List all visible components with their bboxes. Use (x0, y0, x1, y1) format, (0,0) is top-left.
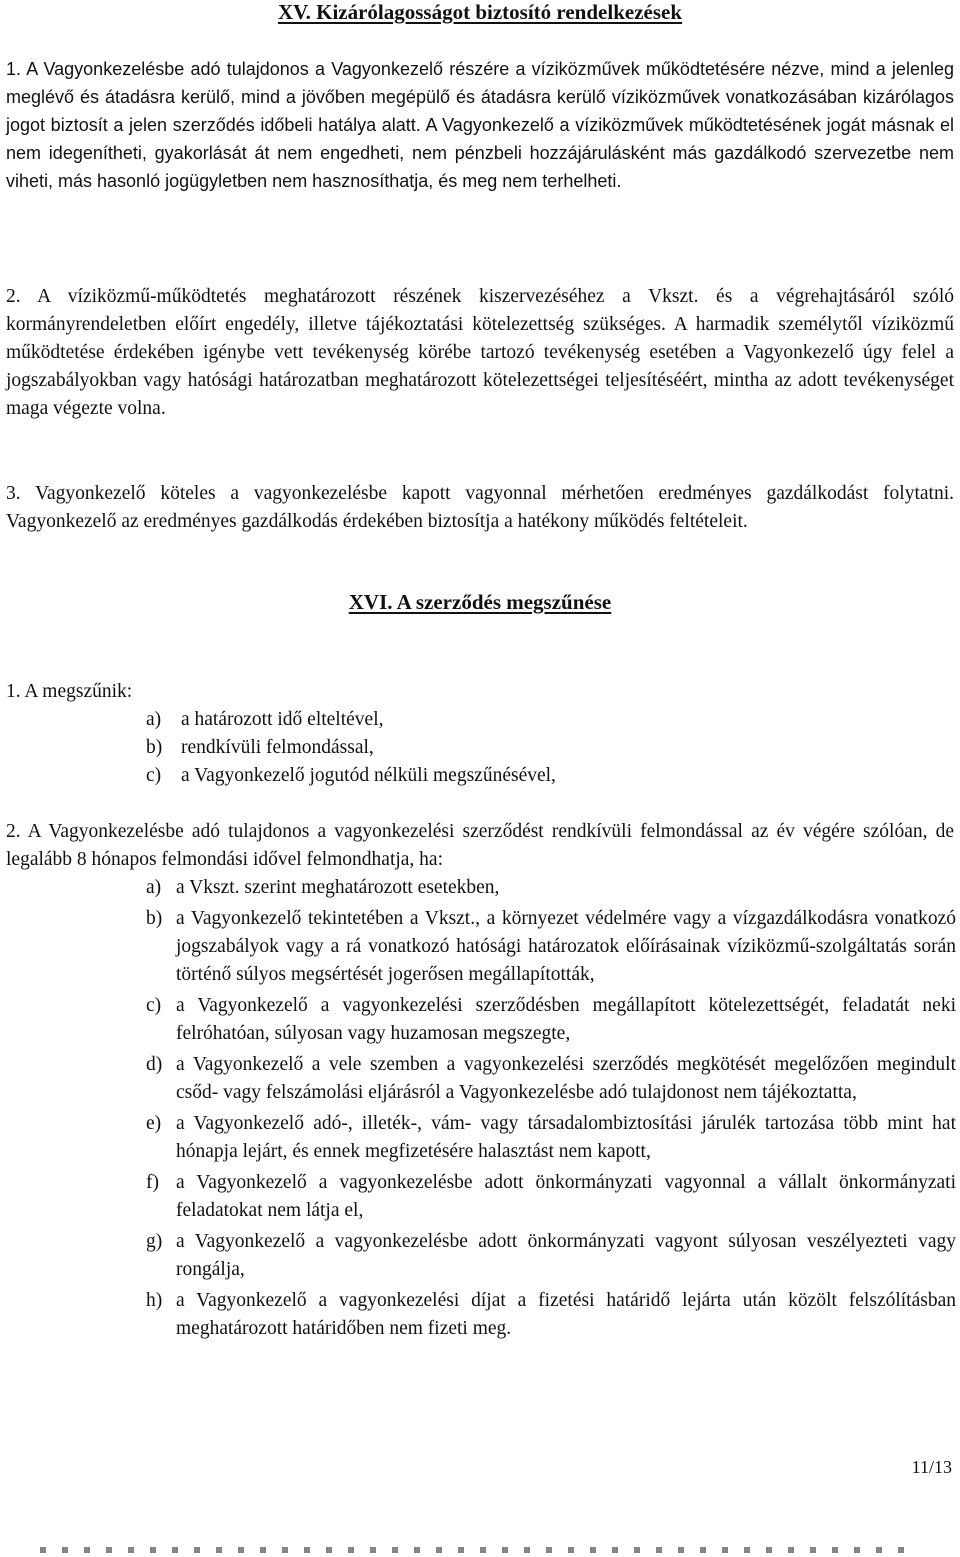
list-item-text: a Vkszt. szerint meghatározott esetekben, (176, 877, 500, 898)
list-item (146, 874, 956, 902)
list-marker: h) (146, 1290, 163, 1311)
list-item-text: a Vagyonkezelő a vagyonkezelésbe adott önkormányzati vagyonnal a vállalt önkormányzati feladatokat nem látja el, (176, 1172, 956, 1221)
list-item (146, 734, 846, 762)
list-item-text: a Vagyonkezelő tekintetében a Vkszt., a környezet védelmére vagy a vízgazdálkodásra vonatkozó jogszabályok vagy a rá vonatkozó hatósági határozatok előírásainak víziközmű-szolgáltatás során történő súlyos megsértését jogerősen megállapították, (176, 908, 956, 985)
section-xvi-paragraph-2: 2. A Vagyonkezelésbe adó tulajdonos a vagyonkezelési szerződést rendkívüli felmondással az év végére szólóan, de legalább 8 hónapos felmondási idővel felmondhatja, ha: (6, 821, 954, 870)
list-item-text: a határozott idő elteltével, (181, 709, 384, 730)
section-xvi-title: XVI. A szerződés megszűnése (348, 590, 612, 614)
section-xv-paragraph-1: 1. A Vagyonkezelésbe adó tulajdonos a Vagyonkezelő részére a víziközművek működtetésére nézve, mind a jelenleg meglévő és átadásra kerülő, mind a jövőben megépülő és átadásra kerülő víziközművek vonatkozásában kizárólagos jogot biztosít a jelen szerződés időbeli hatálya alatt. A Vagyonkezelő a víziközművek működtetésének jogát másnak el nem idegenítheti, gyakorlását át nem engedheti, nem pénzbeli hozzájárulásként más gazdálkodó szervezetbe nem viheti, más hasonló jogügyletben nem hasznosíthatja, és meg nem terhelheti. (6, 59, 954, 191)
section-xv-title: XV. Kizárólagosságot biztosító rendelkezések (277, 0, 683, 24)
list-item (146, 992, 956, 1048)
list-marker: b) (146, 737, 163, 758)
list-item-text: a Vagyonkezelő a vagyonkezelési díjat a fizetési határidő lejárta után közölt felszólításban meghatározott határidőben nem fizeti meg. (176, 1290, 956, 1339)
list-marker: a) (146, 877, 162, 898)
list-item (146, 1169, 956, 1225)
list-marker: c) (146, 995, 162, 1016)
list-item (146, 706, 846, 734)
list-marker: d) (146, 1054, 163, 1075)
list-item-text: a Vagyonkezelő a vele szemben a vagyonkezelési szerződés megkötését megelőzően megindult csőd- vagy felszámolási eljárásról a Vagyonkezelésbe adó tulajdonost nem tájékoztatta, (176, 1054, 956, 1103)
list-item (146, 1051, 956, 1107)
list-item-text: a Vagyonkezelő a vagyonkezelési szerződésben megállapított kötelezettségét, feladatát neki felróhatóan, súlyosan vagy huzamosan megszegte, (176, 995, 956, 1044)
list-marker: f) (146, 1172, 159, 1193)
list-item-text: a Vagyonkezelő adó-, illeték-, vám- vagy társadalombiztosítási járulék tartozása több mint hat hónapja lejárt, és ennek megfizetésére halasztást nem kapott, (176, 1113, 956, 1162)
list-item (146, 1228, 956, 1284)
list-item (146, 762, 846, 790)
next-page-cutoff-line (40, 1547, 920, 1553)
list-item (146, 1287, 956, 1343)
list-marker: c) (146, 765, 162, 786)
extraordinary-termination-list (146, 874, 956, 1346)
list-marker: g) (146, 1231, 163, 1252)
list-item-text: a Vagyonkezelő a vagyonkezelésbe adott önkormányzati vagyont súlyosan veszélyezteti vagy rongálja, (176, 1231, 956, 1280)
list-item (146, 1110, 956, 1166)
section-xv-paragraph-3: 3. Vagyonkezelő köteles a vagyonkezelésbe kapott vagyonnal mérhetően eredményes gazdálkodást folytatni. Vagyonkezelő az eredményes gazdálkodás érdekében biztosítja a hatékony működés feltételeit. (6, 483, 954, 532)
termination-cases-list (146, 706, 846, 790)
list-marker: e) (146, 1113, 162, 1134)
list-item-text: a Vagyonkezelő jogutód nélküli megszűnésével, (181, 765, 556, 786)
section-xvi-paragraph-1: 1. A megszűnik: (6, 681, 133, 702)
list-marker: b) (146, 908, 163, 929)
page-number: 11/13 (911, 1457, 952, 1477)
list-marker: a) (146, 709, 162, 730)
section-xv-paragraph-2: 2. A víziközmű-működtetés meghatározott részének kiszervezéséhez a Vkszt. és a végrehajtásáról szóló kormányrendeletben előírt engedély, illetve tájékoztatási kötelezettség szükséges. A harmadik személytől víziközmű működtetése érdekében igénybe vett tevékenység körébe tartozó tevékenység esetében a Vagyonkezelő úgy felel a jogszabályokban vagy hatósági határozatban meghatározott kötelezettségei teljesítéséért, mintha az adott tevékenységet maga végezte volna. (6, 286, 954, 419)
list-item (146, 905, 956, 989)
list-item-text: rendkívüli felmondással, (181, 737, 374, 758)
